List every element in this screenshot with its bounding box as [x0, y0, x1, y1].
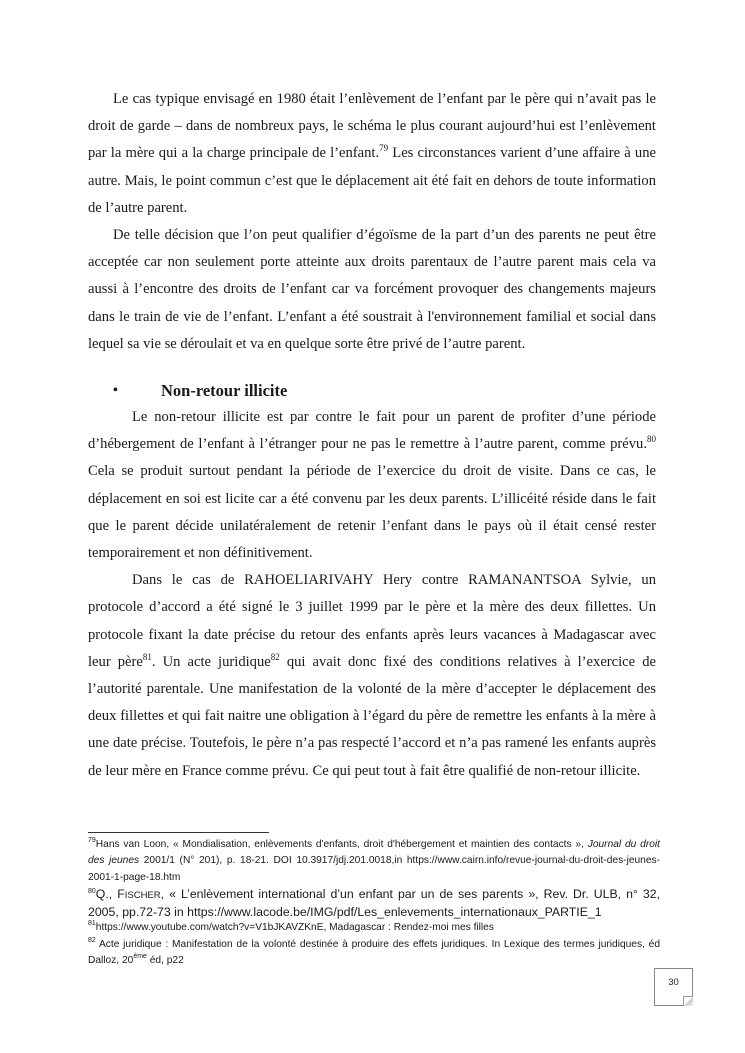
footnotes — [88, 837, 660, 969]
footnote-81-number: 81 — [88, 920, 96, 928]
page-curl-icon — [683, 996, 693, 1006]
paragraph-1-text-b: Les circonstances varient d’une affaire à une autre. Mais, le point commun c’est que le déplacement ait été fait en dehors de toute information de l’autre parent. — [88, 145, 656, 216]
section-gap — [88, 358, 656, 376]
section-heading — [88, 378, 656, 404]
footnote-82-text-a: Acte juridique : Manifestation de la volonté destinée à produire des effets juridiques. In Lexique des termes juridiques, éd Dalloz, 20 — [88, 938, 660, 967]
footnote-82 — [88, 937, 660, 970]
paragraph-1 — [88, 86, 656, 222]
paragraph-3-text-b: Cela se produit surtout pendant la période de l’exercice du droit de visite. Dans ce cas, le déplacement en soi est licite car a été convenu par les deux parents. L’illicéité réside dans le fait que le parent décide unilatéralement de retenir l’enfant dans le pays où il était censé rester temporairement et non définitivement. — [88, 463, 656, 562]
paragraph-2: De telle décision que l’on peut qualifier d’égoïsme de la part d’un des parents ne peut être acceptée car non seulement porte atteinte aux droits parentaux de l’autre parent mais cela va aussi à l’encontre des droits de l’enfant car va forcément provoquer des changements majeurs dans le train de vie de l’enfant. L’enfant a été soustrait à l'environnement familial et social dans lequel sa vie se déroulait et va en quelque sorte être privé de l’autre parent. — [88, 227, 656, 352]
footnote-79-number: 79 — [88, 837, 96, 844]
footnote-80-text-a: Q., F — [95, 887, 125, 902]
paragraph-4-text-a: Dans le cas de RAHOELIARIVAHY Hery contre RAMANANTSOA Sylvie, un protocole d’accord a été signé le 3 juillet 1999 par le père et la mère des deux fillettes. Un protocole fixant la date précise du retour des enfants après leurs vacances à Madagascar avec leur père — [88, 572, 656, 670]
bullet-icon: • — [113, 383, 118, 399]
paragraph-1-text-a: Le cas typique envisagé en 1980 était l’enlèvement de l’enfant par le père qui n’avait pas le droit de garde – dans de nombreux pays, le schéma le plus courant aujourd’hui est l’enlèvement par la mère qui a la charge principale de l’enfant. — [88, 91, 656, 162]
footnote-82-text-b: éd, p22 — [146, 955, 184, 967]
paragraph-4-text-b: . Un acte juridique — [151, 653, 271, 670]
footnote-separator — [88, 832, 269, 833]
footnote-ref-81[interactable]: 81 — [142, 651, 152, 662]
paragraph-3-text-a: Le non-retour illicite est par contre le fait pour un parent de profiter d’une période d’hébergement de l’enfant à l’étranger pour ne pas le remettre à l’autre parent, comme prévu. — [88, 409, 656, 453]
section-heading-text: Non-retour illicite — [161, 381, 288, 401]
footnote-82-superscript: ème — [133, 953, 147, 961]
page-number: 30 — [668, 977, 679, 988]
paragraph-4-text-c: qui avait donc fixé des conditions relatives à l’exercice de l’autorité parentale. Une manifestation de la volonté de la mère d’accepter le déplacement des deux fillettes et qui fait naitre une obligation à l’égard du père de remettre les enfants à la mère à une date précise. Toutefois, le père n’a pas respecté l’accord et n’a pas ramené les enfants auprès de leur mère en France comme prévu. Ce qui peut tout à fait être qualifié de non-retour illicite. — [88, 653, 656, 779]
footnote-79 — [88, 837, 660, 886]
footnote-ref-80[interactable]: 80 — [647, 434, 656, 445]
page-number-box — [654, 968, 693, 1006]
body-text — [88, 86, 656, 785]
paragraph-3 — [88, 404, 656, 567]
footnote-81 — [88, 920, 660, 936]
footnote-79-journal: Journal du droit des jeunes — [88, 839, 660, 867]
footnote-ref-79[interactable]: 79 — [379, 143, 389, 154]
footnote-79-text-b[interactable]: 2001/1 (N° 201), p. 18-21. DOI 10.3917/jdj.201.0018,in https://www.cairn.info/revue-journal-du-droit-des-jeunes-2001-1-page-18.htm — [88, 855, 660, 883]
paragraph-4 — [88, 567, 656, 785]
footnote-80-text-b[interactable]: , « L’enlèvement international d’un enfant par un de ses parents », Rev. Dr. ULB, n° 32, 2005, pp.72-73 in https://www.lacode.be/IMG/pdf/Les_enlevements_internationaux_PARTIE_1 — [88, 887, 660, 920]
footnote-79-text-a: Hans van Loon, « Mondialisation, enlèvements d'enfants, droit d'hébergement et maintien des contacts », — [95, 839, 588, 850]
footnote-81-text[interactable]: https://www.youtube.com/watch?v=V1bJKAVZKnE, Madagascar : Rendez-moi mes filles — [95, 922, 494, 934]
footnote-82-number: 82 — [88, 936, 96, 944]
footnote-80 — [88, 886, 660, 920]
footnote-ref-82[interactable]: 82 — [270, 651, 280, 662]
footnote-80-smallcaps: ISCHER — [124, 890, 161, 902]
footnote-80-number: 80 — [88, 888, 96, 896]
